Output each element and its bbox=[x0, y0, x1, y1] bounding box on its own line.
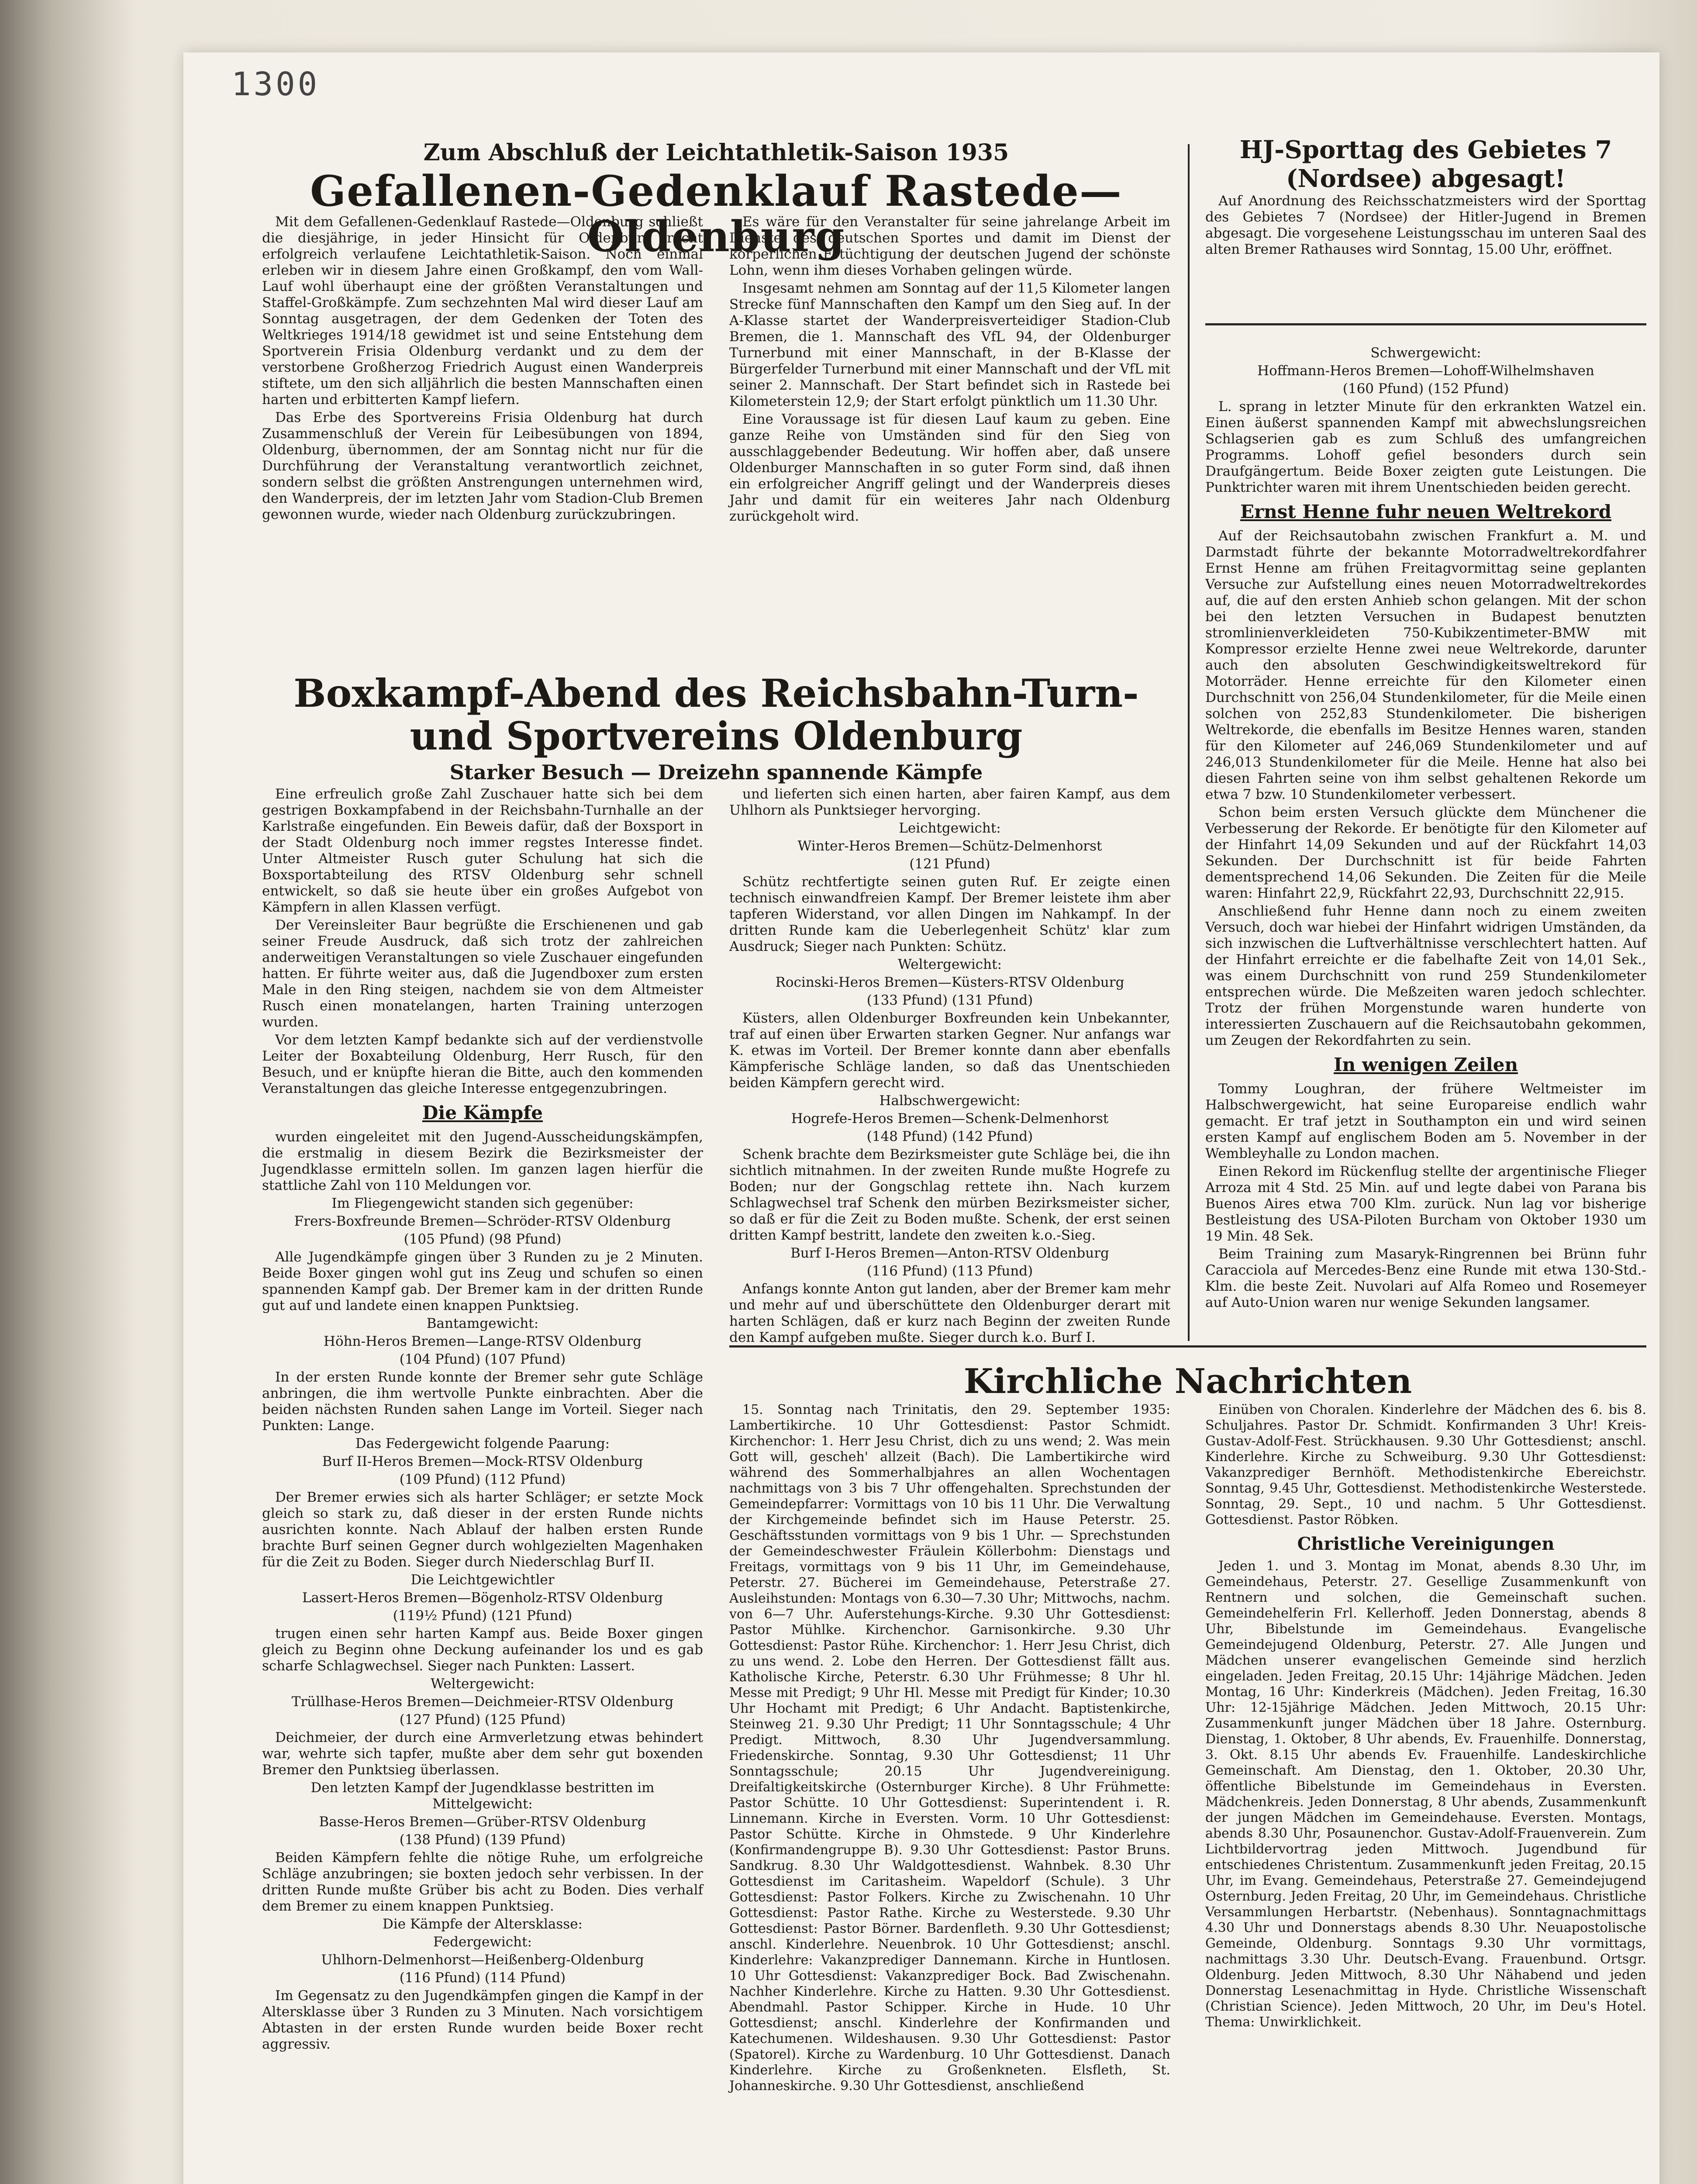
weight-class-label: Schwergewicht: bbox=[1370, 345, 1481, 361]
church-listing: Einüben von Choralen. Kinderlehre der Mädchen des 6. bis 8. Schuljahres. Pastor Dr. Schmidt. Konfirmanden 3 Uhr! Kreis-Gustav-Adolf-Fest. Strückhausen. 9.30 Uhr Gottesdienst; anschl. Kinderlehre. Kirche zu Schweiburg. 9.30 Uhr Gottesdienst: Vakanzprediger Bernhöft. Methodistenkirche Ebereichstr. Sonntag, 9.45 Uhr, Gottesdienst. Methodistenkirche Westerstede. Sonntag, 29. Sept., 10 und nachm. 5 Uhr Gottesdienst. Gottesdienst. Pastor Röbken. bbox=[1205, 1402, 1646, 1527]
fight-report: Schenk brachte dem Bezirksmeister gute Schläge bei, die ihn sichtlich mitnahmen. In der zweiten Runde mußte Hogrefe zu Boden; nur der Gongschlag rettete ihn. Nach kurzem Schlagwechsel traf Schenk den mürben Bezirksmeister sicher, so daß er für die Zeit zu Boden mußte. Schenk, der erst seinen dritten Kampf bestritt, landete den zweiten k.o.-Sieg. bbox=[729, 1147, 1170, 1243]
right-column bbox=[1205, 135, 1646, 259]
fight-pairing: Burf II-Heros Bremen—Mock-RTSV Oldenburg bbox=[322, 1454, 643, 1469]
fight-report: Küsters, allen Oldenburger Boxfreunden kein Unbekannter, traf auf einen über Erwarten starken Gegner. Nur anfangs war K. etwas im Vorteil. Der Bremer konnte dann aber ebenfalls Kämpferische Schläge landen, so daß das Unentschieden beiden Kämpfern gerecht wird. bbox=[729, 1010, 1170, 1091]
page-number: 1300 bbox=[231, 66, 320, 103]
brief-paragraph: Beim Training zum Masaryk-Ringrennen bei Brünn fuhr Caracciola auf Mercedes-Benz eine Runde mit etwa 130-Std.-Klm. die beste Zeit. Nuvolari auf Alfa Romeo und Rosemeyer auf Auto-Union waren nur wenige Sekunden langsamer. bbox=[1205, 1246, 1646, 1310]
athletics-kicker: Zum Abschluß der Leichtathletik-Saison 1935 bbox=[423, 139, 1009, 166]
hj-headline: HJ-Sporttag des Gebietes 7 (Nordsee) abgesagt! bbox=[1239, 135, 1612, 193]
church-headline: Kirchliche Nachrichten bbox=[963, 1362, 1412, 1401]
fight-weights: (121 Pfund) bbox=[909, 856, 990, 872]
fight-pairing: Burf I-Heros Bremen—Anton-RTSV Oldenburg bbox=[790, 1245, 1109, 1261]
weight-class-label: Bantamgewicht: bbox=[426, 1316, 539, 1331]
boxing-header bbox=[262, 664, 1170, 789]
fight-pairing: Höhn-Heros Bremen—Lange-RTSV Oldenburg bbox=[324, 1334, 642, 1349]
senior-heading: Die Kämpfe der Altersklasse: bbox=[382, 1916, 583, 1932]
fight-weights: (148 Pfund) (142 Pfund) bbox=[866, 1129, 1033, 1144]
fight-weights: (104 Pfund) (107 Pfund) bbox=[399, 1351, 566, 1367]
weight-class-label: Die Leichtgewichtler bbox=[410, 1572, 555, 1588]
brief-headline: In wenigen Zeilen bbox=[1334, 1054, 1518, 1075]
henne-headline: Ernst Henne fuhr neuen Weltrekord bbox=[1240, 501, 1611, 522]
fight-weights: (116 Pfund) (113 Pfund) bbox=[866, 1263, 1033, 1279]
fight-pairing: Uhlhorn-Delmenhorst—Heißenberg-Oldenburg bbox=[321, 1952, 644, 1968]
fight-weights: (138 Pfund) (139 Pfund) bbox=[399, 1832, 566, 1848]
athletics-paragraph: Es wäre für den Veranstalter für seine jahrelange Arbeit im Dienste des deutschen Sportes und damit im Dienst der körperlichen Ertüchtigung der deutschen Jugend der schönste Lohn, wenn ihm dieses Vorhaben gelingen würde. bbox=[729, 214, 1170, 278]
fight-weights: (105 Pfund) (98 Pfund) bbox=[404, 1231, 562, 1247]
athletics-paragraph: Eine Voraussage ist für diesen Lauf kaum zu geben. Eine ganze Reihe von Umständen sind für den Sieg von ausschlaggebender Bedeutung. Wir hoffen aber, daß unsere Oldenburger Mannschaften in so guter Form sind, daß ihnen ein erfolgreicher Angriff gelingt und der Wanderpreis dieses Jahr und damit für ein weiteres Jahr nach Oldenburg zurückgeholt wird. bbox=[729, 411, 1170, 524]
boxing-column-1 bbox=[262, 786, 703, 2054]
athletics-column-2 bbox=[729, 214, 1170, 526]
boxing-headline: Boxkampf-Abend des Reichsbahn-Turn- und Sportvereins Oldenburg bbox=[293, 670, 1139, 759]
weight-class-label: Den letzten Kampf der Jugendklasse bestritten im Mittelgewicht: bbox=[310, 1780, 655, 1812]
brief-paragraph: Tommy Loughran, der frühere Weltmeister im Halbschwergewicht, hat seine Europareise endlich wahr gemacht. Er traf jetzt in Southampton ein und wird seinen ersten Kampf auf englischem Boden am 5. November in der Wembleyhalle zu London machen. bbox=[1205, 1081, 1646, 1161]
fight-report: Im Gegensatz zu den Jugendkämpfen gingen die Kampf in der Altersklasse über 3 Runden zu 3 Minuten. Nach vorsichtigem Abtasten in der ersten Runde wurden beide Boxer recht aggressiv. bbox=[262, 1988, 703, 2052]
boxing-column-2 bbox=[729, 786, 1170, 1348]
associations-headline: Christliche Vereinigungen bbox=[1297, 1534, 1555, 1554]
fight-pairing: Rocinski-Heros Bremen—Küsters-RTSV Oldenburg bbox=[775, 975, 1124, 990]
fight-report: trugen einen sehr harten Kampf aus. Beide Boxer gingen gleich zu Beginn ohne Deckung aufeinander los und es gab scharfe Schlagwechsel. Sieger nach Punkten: Lassert. bbox=[262, 1626, 703, 1674]
fight-report: Anfangs konnte Anton gut landen, aber der Bremer kam mehr und mehr auf und überschüttete den Oldenburger derart mit harten Schlägen, daß er kurz nach Beginn der zweiten Runde den Kampf aufgeben mußte. Sieger durch k.o. Burf I. bbox=[729, 1281, 1170, 1345]
athletics-paragraph: Insgesamt nehmen am Sonntag auf der 11,5 Kilometer langen Strecke fünf Mannschaften den Kampf um den Sieg auf. In der A-Klasse startet der Wanderpreisverteidiger Stadion-Club Bremen, die 1. Mannschaft des VfL 94, der Oldenburger Turnerbund mit einer Mannschaft, in der B-Klasse der Bürgerfelder Turnerbund mit einer Mannschaft und der VfL mit seiner 2. Mannschaft. Der Start befindet sich in Rastede bei Kilometerstein 12,9; der Start erfolgt pünktlich um 11.30 Uhr. bbox=[729, 280, 1170, 409]
athletics-headline: Gefallenen-Gedenklauf Rastede—Oldenburg bbox=[310, 166, 1122, 261]
church-listing: Jeden 1. und 3. Montag im Monat, abends 8.30 Uhr, im Gemeindehaus, Peterstr. 27. Gesellige Zusammenkunft von Rentnern und solchen, die Gemeinschaft suchen. Gemeindehelferin Frl. Kellerhoff. Jeden Donnerstag, abends 8 Uhr, Bibelstunde im Gemeindehaus. Evangelische Gemeindejugend Oldenburg, Peterstr. 27. Alle Jungen und Mädchen unserer evangelischen Gemeinde sind herzlich eingeladen. Jeden Freitag, 20.15 Uhr: 14jährige Mädchen. Jeden Montag, 16 Uhr: Kinderkreis (Mädchen). Jeden Freitag, 16.30 Uhr: 12-15jährige Mädchen. Jeden Mittwoch, 20.15 Uhr: Zusammenkunft junger Mädchen über 18 Jahre. Osternburg. Dienstag, 1. Oktober, 8 Uhr abends, Ev. Frauenhilfe. Donnerstag, 3. Okt. 8.15 Uhr abends Ev. Frauenhilfe. Landeskirchliche Gemeinschaft. Am Dienstag, den 1. Oktober, 20.30 Uhr, öffentliche Bibelstunde im Gemeindehaus in Eversten. Mädchenkreis. Jeden Donnerstag, 8 Uhr abends, Zusammenkunft der jungen Mädchen im Gemeindehause. Eversten. Montags, abends 8.30 Uhr, Posaunenchor. Gustav-Adolf-Frauenverein. Zum Lichtbildervortrag jeden Mittwoch. Jugendbund für entschiedenes Christentum. Zusammenkunft jeden Freitag, 20.15 Uhr, im Evang. Gemeindehaus, Peterstraße 27. Gemeindejugend Osternburg. Jeden Freitag, 20 Uhr, im Gemeindehaus. Christliche Versammlungen Herbartstr. (Nebenhaus). Sonntagnachmittags 4.30 Uhr und Donnerstags abends 8.30 Uhr. Neuapostolische Gemeinde, Oldenburg. Sonntags 9.30 Uhr vormittags, nachmittags 3.30 Uhr. Deutsch-Evang. Frauenbund. Ortsgr. Oldenburg. Jeden Mittwoch, 8.30 Uhr Nähabend und jeden Donnerstag Lesenachmittag in Hyde. Christliche Wissenschaft (Christian Science). Jeden Mittwoch, 20 Uhr, im Deu's Hotel. Thema: Unwirklichkeit. bbox=[1205, 1559, 1646, 2030]
church-listing: 15. Sonntag nach Trinitatis, den 29. September 1935: Lambertikirche. 10 Uhr Gottesdienst: Pastor Schmidt. Kirchenchor: 1. Herr Jesu Christ, dich zu uns wend; 2. Was mein Gott will, gescheh' allzeit (Bach). Die Lambertikirche wird während des Sommerhalbjahres an allen Wochentagen nachmittags von 3 bis 7 Uhr offengehalten. Sprechstunden der Gemeindepfarrer: Vormittags von 10 bis 11 Uhr. Die Verwaltung der Kirchgemeinde befindet sich im Hause Peterstr. 25. Geschäftsstunden vormittags von 9 bis 1 Uhr. — Sprechstunden der Gemeindeschwester Fräulein Köllerbohm: Dienstags und Freitags, vormittags von 9 bis 11 Uhr, im Gemeindehause, Peterstr. 27. Bücherei im Gemeindehause, Peterstraße 27. Ausleihstunden: Montags von 6.30—7.30 Uhr; Mittwochs, nachm. von 6—7 Uhr. Auferstehungs-Kirche. 9.30 Uhr Gottesdienst: Pastor Mühlke. Kirchenchor. Garnisonkirche. 9.30 Uhr Gottesdienst: Pastor Rühe. Kirchenchor: 1. Herr Jesu Christ, dich zu uns wend. 2. Lobe den Herren. Der Gottesdienst fällt aus. Katholische Kirche, Peterstr. 6.30 Uhr Frühmesse; 8 Uhr hl. Messe mit Predigt; 9 Uhr Hl. Messe mit Predigt für Kinder; 10.30 Uhr Hochamt mit Predigt; 6 Uhr Andacht. Baptistenkirche, Steinweg 21. 9.30 Uhr Predigt; 11 Uhr Sonntagsschule; 4 Uhr Predigt. Mittwoch, 8.30 Uhr Jugendversammlung. Friedenskirche. Sonntag, 9.30 Uhr Gottesdienst; 11 Uhr Sonntagsschule; 20.15 Uhr Jugendvereinigung. Dreifaltigkeitskirche (Osternburger Kirche). 8 Uhr Frühmette: Pastor Schütte. 10 Uhr Gottesdienst: Superintendent i. R. Linnemann. Kirche in Eversten. Vorm. 10 Uhr Gottesdienst: Pastor Schütte. Kirche in Ohmstede. 9 Uhr Kinderlehre (Konfirmandengruppe B). 9.30 Uhr Gottesdienst: Pastor Bruns. Sandkrug. 8.30 Uhr Waldgottesdienst. Wahnbek. 8.30 Uhr Gottesdienst im Caritasheim. Wapeldorf (Schule). 3 Uhr Gottesdienst: Pastor Folkers. Kirche zu Zwischenahn. 10 Uhr Gottesdienst: Pastor Rathe. Kirche zu Westerstede. 9.30 Uhr Gottesdienst: Pastor Börner. Bardenfleth. 9.30 Uhr Gottesdienst; anschl. Kinderlehre. Neuenbrok. 10 Uhr Gottesdienst; anschl. Kinderlehre: Vakanzprediger Dannemann. Kirche in Huntlosen. 10 Uhr Gottesdienst: Vakanzprediger Bock. Bad Zwischenahn. Nachher Kinderlehre. Kirche zu Hatten. 9.30 Uhr Gottesdienst. Abendmahl. Pastor Schipper. Kirche in Hude. 10 Uhr Gottesdienst; anschl. Kinderlehre der Konfirmanden und Katechumenen. Wildeshausen. 9.30 Uhr Gottesdienst: Pastor (Spatorel). Kirche zu Wardenburg. 10 Uhr Gottesdienst. Danach Kinderlehre. Kirche zu Großenkneten. Elsfleth, St. Johanneskirche. 9.30 Uhr Gottesdienst, anschließend bbox=[729, 1402, 1170, 2094]
fight-pairing: Lassert-Heros Bremen—Bögenholz-RTSV Oldenburg bbox=[302, 1590, 663, 1606]
fight-pairing: Frers-Boxfreunde Bremen—Schröder-RTSV Oldenburg bbox=[294, 1213, 671, 1229]
heavyweight-box bbox=[1205, 345, 1646, 1313]
church-column-1 bbox=[729, 1402, 1170, 2096]
henne-paragraph: Anschließend fuhr Henne dann noch zu einem zweiten Versuch, doch war hiebei der Hinfahrt widrigen Umständen, da sich inzwischen die Luftverhältnisse verschlechtert hatten. Auf der Hinfahrt erreichte er die fabelhafte Zeit von 14,01 Sek., was einem Durchschnitt von rund 259 Stundenkilometer entsprechen würde. Die Meßzeiten waren jedoch schlechter. Trotz der frühen Morgenstunde waren hunderte von interessierten Zuschauern auf die Reichsautobahn gekommen, um Zeugen der Rekordfahrten zu sein. bbox=[1205, 903, 1646, 1048]
fight-report: Deichmeier, der durch eine Armverletzung etwas behindert war, wehrte sich tapfer, mußte aber dem sehr gut boxenden Bremer den Punktsieg überlassen. bbox=[262, 1730, 703, 1778]
weight-class-label: Im Fliegengewicht standen sich gegenüber: bbox=[331, 1196, 634, 1211]
fights-heading: Die Kämpfe bbox=[422, 1102, 543, 1123]
fight-pairing: Winter-Heros Bremen—Schütz-Delmenhorst bbox=[797, 838, 1102, 854]
boxing-paragraph: Der Vereinsleiter Baur begrüßte die Erschienenen und gab seiner Freude Ausdruck, daß sich trotz der zahlreichen anderweitigen Veranstaltungen so viele Zuschauer eingefunden hatten. Er führte weiter aus, daß die Jugendboxer zum ersten Male in den Ring steigen, nachdem sie von dem Altmeister Rusch einen monatelangen, harten Training unterzogen wurden. bbox=[262, 917, 703, 1030]
hj-text: Auf Anordnung des Reichsschatzmeisters wird der Sporttag des Gebietes 7 (Nordsee) der Hitler-Jugend in Bremen abgesagt. Die vorgesehene Leistungsschau im unteren Saal des alten Bremer Rathauses wird Sonntag, 15.00 Uhr, eröffnet. bbox=[1205, 193, 1646, 257]
fight-pairing: Hoffmann-Heros Bremen—Lohoff-Wilhelmshaven bbox=[1257, 363, 1594, 379]
fight-pairing: Trüllhase-Heros Bremen—Deichmeier-RTSV Oldenburg bbox=[291, 1694, 674, 1710]
section-divider bbox=[1205, 323, 1646, 325]
boxing-subheadline: Starker Besuch — Dreizehn spannende Kämpfe bbox=[449, 760, 983, 784]
weight-class-label: Federgewicht: bbox=[433, 1934, 532, 1950]
section-divider bbox=[729, 1345, 1646, 1348]
fight-report: Schütz rechtfertigte seinen guten Ruf. Er zeigte einen technisch einwandfreien Kampf. Der Bremer leistete ihm aber tapferen Widerstand, vor allen Dingen im Nahkampf. In der dritten Runde kam die Ueberlegenheit Schütz' klar zum Ausdruck; Sieger nach Punkten: Schütz. bbox=[729, 874, 1170, 954]
weight-class-label: Leichtgewicht: bbox=[899, 820, 1001, 836]
fight-weights: (116 Pfund) (114 Pfund) bbox=[399, 1970, 566, 1986]
boxing-paragraph: und lieferten sich einen harten, aber fairen Kampf, aus dem Uhlhorn als Punktsieger hervorging. bbox=[729, 786, 1170, 818]
boxing-paragraph: Vor dem letzten Kampf bedankte sich auf der verdienstvolle Leiter der Boxabteilung Oldenburg, Herr Rusch, für den Besuch, und er knüpfte hieran die Bitte, auch den kommenden Veranstaltungen das gleiche Interesse entgegenzubringen. bbox=[262, 1032, 703, 1096]
fight-weights: (133 Pfund) (131 Pfund) bbox=[866, 992, 1033, 1008]
fights-intro: wurden eingeleitet mit den Jugend-Ausscheidungskämpfen, die erstmalig in diesem Bezirk die Bezirksmeister der Jugendklasse ermitteln sollen. Im ganzen lagen hierfür die stattliche Zahl von 110 Meldungen vor. bbox=[262, 1129, 703, 1193]
fight-report: In der ersten Runde konnte der Bremer sehr gute Schläge anbringen, die ihm wertvolle Punkte einbrachten. Aber die beiden nächsten Runden sahen Lange im Vorteil. Sieger nach Punkten: Lange. bbox=[262, 1369, 703, 1434]
fight-weights: (160 Pfund) (152 Pfund) bbox=[1342, 381, 1509, 397]
athletics-paragraph: Mit dem Gefallenen-Gedenklauf Rastede—Oldenburg schließt die diesjährige, in jeder Hinsicht für Oldenburg recht erfolgreich verlaufene Leichtathletik-Saison. Noch einmal erleben wir in diesem Jahre einen Großkampf, den vom Wall-Lauf wohl überhaupt eine der größten Veranstaltungen und Staffel-Großkämpfe. Zum sechzehnten Mal wird dieser Lauf am Sonntag ausgetragen, der dem Gedenken der Toten des Weltkrieges 1914/18 gewidmet ist und seine Entstehung dem Sportverein Frisia Oldenburg verdankt und zu dem der verstorbene Großherzog Friedrich August einen Wanderpreis stiftete, um den sich alljährlich die besten Mannschaften einen harten und erbitterten Kampf liefern. bbox=[262, 214, 703, 408]
church-header bbox=[729, 1354, 1646, 1404]
weight-class-label: Weltergewicht: bbox=[897, 957, 1002, 972]
fight-report: Alle Jugendkämpfe gingen über 3 Runden zu je 2 Minuten. Beide Boxer gingen wohl gut ins Zeug und schufen so einen spannenden Kampf gab. Der Bremer kam in der dritten Runde gut auf und landete einen knappen Punktsieg. bbox=[262, 1249, 703, 1313]
henne-paragraph: Schon beim ersten Versuch glückte dem Münchener die Verbesserung der Rekorde. Er benötigte für den Kilometer auf der Hinfahrt 14,09 Sekunden und auf der Rückfahrt 14,03 Sekunden. Der Durchschnitt ist für beide Fahrten dementsprechend 14,06 Sekunden. Die Zeiten für die Meile waren: Hinfahrt 22,9, Rückfahrt 22,93, Durchschnitt 22,915. bbox=[1205, 805, 1646, 901]
fight-report: L. sprang in letzter Minute für den erkrankten Watzel ein. Einen äußerst spannenden Kampf mit abwechslungsreichen Schlagserien gab es zum Schluß des umfangreichen Programms. Lohoff gefiel besonders durch sein Draufgängertum. Beide Boxer zeigten gute Leistungen. Die Punktrichter waren mit ihrem Unentschieden beiden gerecht. bbox=[1205, 399, 1646, 495]
fight-report: Beiden Kämpfern fehlte die nötige Ruhe, um erfolgreiche Schläge anzubringen; sie boxten jedoch sehr verbissen. In der dritten Runde mußte Grüber bis acht zu Boden. Dies verhalf dem Bremer zu einem knappen Punktsieg. bbox=[262, 1850, 703, 1914]
boxing-paragraph: Eine erfreulich große Zahl Zuschauer hatte sich bei dem gestrigen Boxkampfabend in der Reichsbahn-Turnhalle an der Karlstraße eingefunden. Ein Beweis dafür, daß der Boxsport in der Stadt Oldenburg noch immer regstes Interesse findet. Unter Altmeister Rusch guter Schulung hat sich die Boxsportabteilung des RTSV Oldenburg sehr schnell entwickelt, so daß sie heute über ein großes Aufgebot von Kämpfern in allen Klassen verfügt. bbox=[262, 786, 703, 915]
henne-paragraph: Auf der Reichsautobahn zwischen Frankfurt a. M. und Darmstadt führte der bekannte Motorradweltrekordfahrer Ernst Henne am frühen Freitagvormittag seine geplanten Versuche zur Aufstellung eines neuen Motorradweltrekordes auf, die auf den ersten Anhieb schon gelangen. Mit der schon bei den letzten Versuchen in Budapest benutzten stromlinienverkleideten 750-Kubikzentimeter-BMW mit Kompressor erzielte Henne zwei neue Weltrekorde, darunter auch den absoluten Geschwindigkeitsweltrekord für Motorräder. Henne erreichte für den Kilometer einen Durchschnitt von 256,04 Stundenkilometer, für die Meile einen solchen von 252,83 Stundenkilometer. Die bisherigen Weltrekorde, die ebenfalls im Besitze Hennes waren, standen für den Kilometer auf 246,069 Stundenkilometer und auf 246,013 Stundenkilometer für die Meile. Henne hat also bei diesen Fahrten seine von ihm selbst gehaltenen Rekorde um etwa 7 bzw. 10 Stundenkilometer verbessert. bbox=[1205, 528, 1646, 802]
church-column-2 bbox=[1205, 1402, 1646, 2032]
brief-paragraph: Einen Rekord im Rückenflug stellte der argentinische Flieger Arroza mit 4 Std. 25 Min. auf und legte dabei von Parana bis Buenos Aires etwa 700 Klm. zurück. Nun lag vor bisherige Bestleistung des USA-Piloten Burcham von Oktober 1930 um 19 Min. 48 Sek. bbox=[1205, 1164, 1646, 1244]
weight-class-label: Das Federgewicht folgende Paarung: bbox=[355, 1436, 610, 1451]
weight-class-label: Halbschwergewicht: bbox=[879, 1093, 1021, 1109]
weight-class-label: Weltergewicht: bbox=[430, 1676, 535, 1692]
fight-pairing: Basse-Heros Bremen—Grüber-RTSV Oldenburg bbox=[319, 1814, 646, 1830]
fight-weights: (119½ Pfund) (121 Pfund) bbox=[393, 1608, 573, 1624]
athletics-column-1 bbox=[262, 214, 703, 525]
fight-weights: (109 Pfund) (112 Pfund) bbox=[399, 1472, 566, 1487]
fight-weights: (127 Pfund) (125 Pfund) bbox=[399, 1712, 566, 1728]
fight-pairing: Hogrefe-Heros Bremen—Schenk-Delmenhorst bbox=[791, 1111, 1109, 1127]
athletics-paragraph: Das Erbe des Sportvereins Frisia Oldenburg hat durch Zusammenschluß der Verein für Leibesübungen von 1894, Oldenburg, übernommen, der am Sonntag nicht nur für die Durchführung der Veranstaltung verantwortlich zeichnet, sondern selbst die größten Anstrengungen unternehmen wird, den Wanderpreis, der im letzten Jahr vom Stadion-Club Bremen gewonnen wurde, wieder nach Oldenburg zurückzubringen. bbox=[262, 410, 703, 522]
fight-report: Der Bremer erwies sich als harter Schläger; er setzte Mock gleich so stark zu, daß dieser in der ersten Runde nichts ausrichten konnte. Nach Ablauf der halben ersten Runde brachte Burf seinen Gegner durch wohlgezielten Magenhaken für die Zeit zu Boden. Sieger durch Niederschlag Burf II. bbox=[262, 1489, 703, 1570]
column-divider bbox=[1188, 144, 1190, 1341]
